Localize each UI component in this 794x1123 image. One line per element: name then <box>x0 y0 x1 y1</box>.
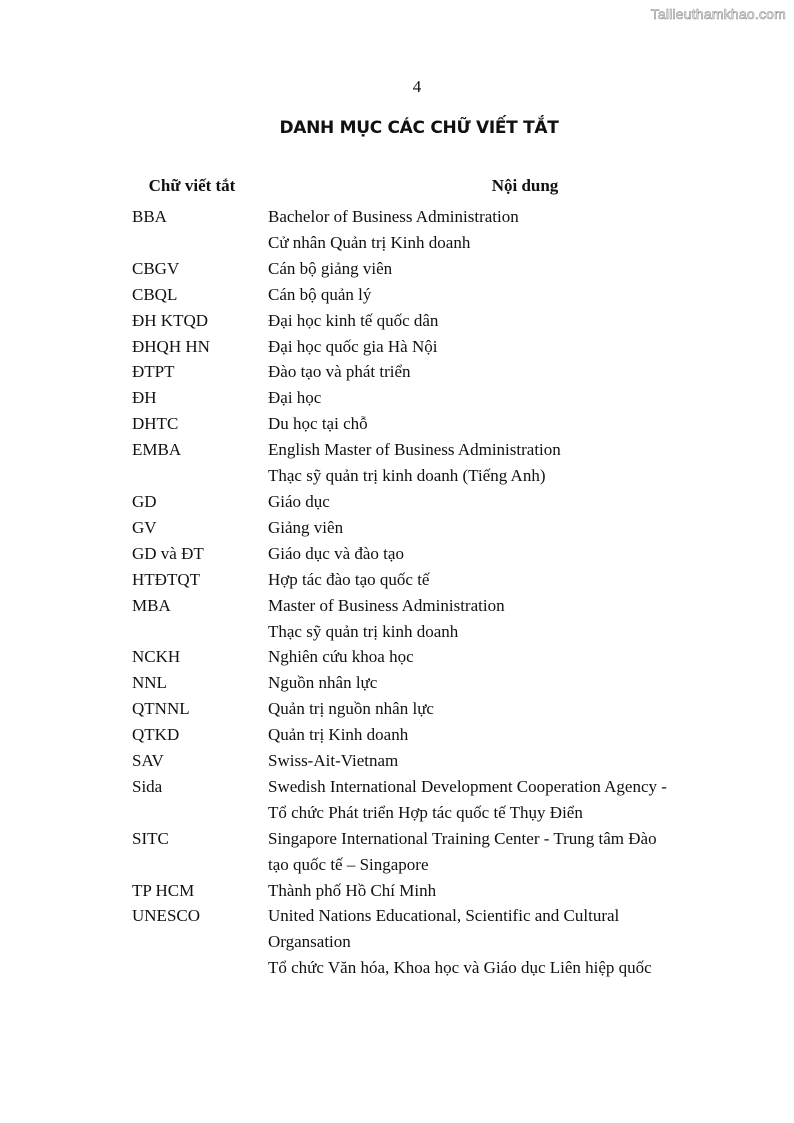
table-row <box>132 593 712 645</box>
abbreviation: GD <box>132 491 157 511</box>
meaning-line: Singapore International Training Center - Trung tâm Đào <box>268 828 657 848</box>
abbreviation: HTĐTQT <box>132 569 200 589</box>
watermark: Tailieuthamkhao.com <box>650 6 786 22</box>
table-row <box>132 282 712 308</box>
table-row <box>132 334 712 360</box>
table-row <box>132 204 712 256</box>
abbreviation-meaning <box>268 489 712 515</box>
abbreviation-meaning <box>268 774 712 826</box>
abbreviation: ĐH KTQD <box>132 310 209 330</box>
table-row <box>132 722 712 748</box>
abbreviation: BBA <box>132 207 167 226</box>
abbreviation: ĐH <box>132 388 157 408</box>
meaning-line: Cán bộ giảng viên <box>268 258 393 278</box>
abbreviation-meaning <box>268 308 712 334</box>
abbreviation: QTKD <box>132 725 180 745</box>
abbreviation-meaning <box>268 437 712 489</box>
table-row <box>132 541 712 567</box>
table-header <box>132 174 712 200</box>
meaning-line: Thạc sỹ quản trị kinh doanh (Tiếng Anh) <box>268 466 546 486</box>
abbreviation-meaning <box>268 670 712 696</box>
abbreviation: MBA <box>132 595 171 615</box>
table-row <box>132 567 712 593</box>
abbreviation: NCKH <box>132 647 181 667</box>
table-row <box>132 878 712 904</box>
page-number: 4 <box>412 77 422 96</box>
abbreviation-meaning <box>268 567 712 593</box>
meaning-line: Đào tạo và phát triển <box>268 362 411 382</box>
meaning-line: Cử nhân Quản trị Kinh doanh <box>268 232 471 252</box>
meaning-line: English Master of Business Administration <box>268 440 561 460</box>
abbreviation-meaning <box>268 903 712 981</box>
table-row <box>132 774 712 826</box>
abbreviation-meaning <box>268 826 712 878</box>
meaning-line: Nghiên cứu khoa học <box>268 647 414 667</box>
abbreviation: DHTC <box>132 414 179 434</box>
meaning-line: Cán bộ quản lý <box>268 284 372 304</box>
page-title: DANH MỤC CÁC CHỮ VIẾT TẮT <box>279 118 559 138</box>
meaning-line: Tổ chức Phát triển Hợp tác quốc tế Thụy Điển <box>268 802 583 822</box>
abbreviation-meaning <box>268 204 712 256</box>
table-row <box>132 826 712 878</box>
abbreviation-meaning <box>268 256 712 282</box>
table-row <box>132 308 712 334</box>
table-row <box>132 489 712 515</box>
abbreviation-table <box>132 174 712 981</box>
meaning-line: tạo quốc tế – Singapore <box>268 854 429 874</box>
abbreviation: GV <box>132 517 157 537</box>
table-row <box>132 385 712 411</box>
abbreviation: CBGV <box>132 258 180 278</box>
abbreviation: NNL <box>132 673 167 693</box>
meaning-line: Du học tại chỗ <box>268 414 368 434</box>
abbreviation-meaning <box>268 282 712 308</box>
meaning-line: Đại học <box>268 388 322 408</box>
abbreviation-meaning <box>268 878 712 904</box>
abbreviation-meaning <box>268 593 712 645</box>
abbreviation-meaning <box>268 385 712 411</box>
abbreviation: ĐHQH HN <box>132 336 210 356</box>
abbreviation: EMBA <box>132 440 182 460</box>
abbreviation-meaning <box>268 515 712 541</box>
abbreviation-meaning <box>268 696 712 722</box>
meaning-line: Đại học quốc gia Hà Nội <box>268 336 438 356</box>
abbreviation: SAV <box>132 751 164 771</box>
meaning-line: Quản trị nguồn nhân lực <box>268 699 434 719</box>
meaning-line: Thạc sỹ quản trị kinh doanh <box>268 621 459 641</box>
abbreviation: CBQL <box>132 284 178 304</box>
meaning-line: Đại học kinh tế quốc dân <box>268 310 439 330</box>
meaning-line: Thành phố Hồ Chí Minh <box>268 880 437 900</box>
abbreviation: TP HCM <box>132 880 195 900</box>
header-abbreviation: Chữ viết tắt <box>148 176 236 195</box>
meaning-line: Giáo dục và đào tạo <box>268 543 404 563</box>
abbreviation: UNESCO <box>132 906 201 926</box>
table-row <box>132 411 712 437</box>
table-row <box>132 670 712 696</box>
table-row <box>132 748 712 774</box>
table-row <box>132 903 712 981</box>
abbreviation: SITC <box>132 828 169 848</box>
abbreviation-meaning <box>268 334 712 360</box>
table-row <box>132 696 712 722</box>
meaning-line: Swiss-Ait-Vietnam <box>268 751 399 771</box>
header-content: Nội dung <box>491 176 559 195</box>
abbreviation: QTNNL <box>132 699 190 719</box>
meaning-line: Organsation <box>268 932 351 952</box>
table-row <box>132 515 712 541</box>
meaning-line: United Nations Educational, Scientific and Cultural <box>268 906 620 926</box>
abbreviation-meaning <box>268 411 712 437</box>
table-row <box>132 437 712 489</box>
abbreviation-meaning <box>268 722 712 748</box>
meaning-line: Master of Business Administration <box>268 595 505 615</box>
abbreviation-meaning <box>268 748 712 774</box>
meaning-line: Bachelor of Business Administration <box>268 207 519 226</box>
meaning-line: Tổ chức Văn hóa, Khoa học và Giáo dục Liên hiệp quốc <box>268 958 652 978</box>
abbreviation: GD và ĐT <box>132 543 204 563</box>
meaning-line: Nguồn nhân lực <box>268 673 378 693</box>
meaning-line: Giáo dục <box>268 491 330 511</box>
meaning-line: Giảng viên <box>268 517 344 537</box>
table-row <box>132 256 712 282</box>
abbreviation: Sida <box>132 776 163 796</box>
table-body <box>132 204 712 981</box>
table-row <box>132 644 712 670</box>
abbreviation-meaning <box>268 359 712 385</box>
meaning-line: Hợp tác đào tạo quốc tế <box>268 569 430 589</box>
abbreviation: ĐTPT <box>132 362 175 382</box>
table-row <box>132 359 712 385</box>
abbreviation-meaning <box>268 541 712 567</box>
meaning-line: Swedish International Development Cooperation Agency - <box>268 776 667 796</box>
meaning-line: Quản trị Kinh doanh <box>268 725 409 745</box>
abbreviation-meaning <box>268 644 712 670</box>
